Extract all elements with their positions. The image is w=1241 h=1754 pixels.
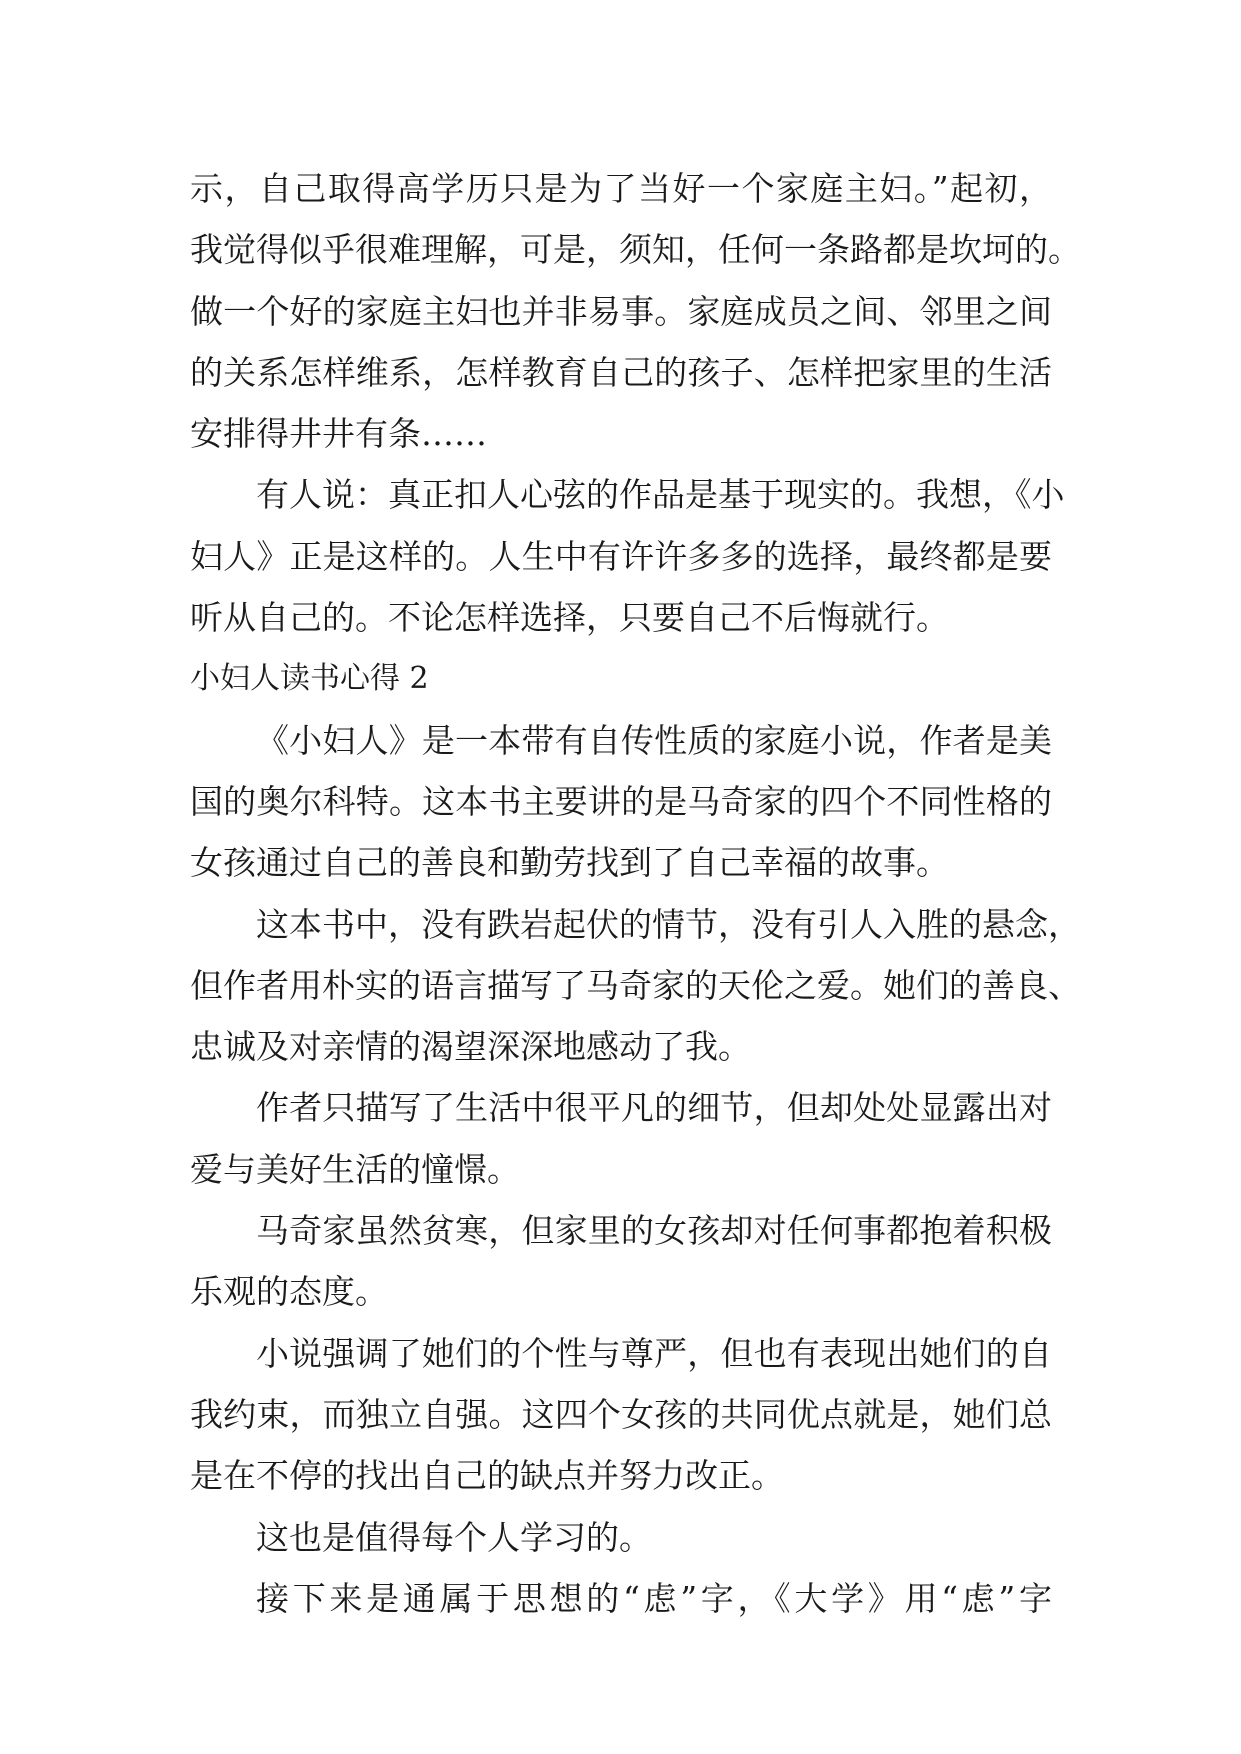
text-line: 国的奥尔科特。这本书主要讲的是马奇家的四个不同性格的: [190, 781, 1052, 821]
paragraph-first-line: 作者只描写了生活中很平凡的细节，但却处处显露出对: [256, 1088, 1052, 1128]
text-line: 的关系怎样维系，怎样教育自己的孩子、怎样把家里的生活: [190, 352, 1052, 392]
text-line: 做一个好的家庭主妇也并非易事。家庭成员之间、邻里之间: [190, 291, 1052, 331]
paragraph-first-line: 这本书中，没有跌岩起伏的情节，没有引人入胜的悬念，: [256, 904, 1081, 944]
text-line: 听从自己的。不论怎样选择，只要自己不后悔就行。: [190, 598, 949, 638]
document-body: [190, 158, 1081, 1629]
section-heading: 小妇人读书心得 2: [190, 661, 429, 697]
text-line: 妇人》正是这样的。人生中有许许多多的选择，最终都是要: [190, 536, 1052, 576]
text-line: 但作者用朴实的语言描写了马奇家的天伦之爱。她们的善良、: [190, 965, 1081, 1005]
paragraph-first-line: 《小妇人》是一本带有自传性质的家庭小说，作者是美: [256, 720, 1052, 760]
paragraph-first-line: 小说强调了她们的个性与尊严，但也有表现出她们的自: [256, 1333, 1052, 1373]
text-line: 我约束，而独立自强。这四个女孩的共同优点就是，她们总: [190, 1394, 1052, 1434]
text-line: 安排得井井有条……: [190, 414, 487, 454]
text-line: 我觉得似乎很难理解，可是，须知，任何一条路都是坎坷的。: [190, 230, 1081, 270]
paragraph-first-line: 马奇家虽然贫寒，但家里的女孩却对任何事都抱着积极: [256, 1211, 1052, 1251]
text-line: 示，自己取得高学历只是为了当好一个家庭主妇。”起初，: [190, 169, 1052, 208]
text-line: 是在不停的找出自己的缺点并努力改正。: [190, 1456, 784, 1496]
text-line: 乐观的态度。: [190, 1272, 388, 1312]
paragraph-first-line: 有人说：真正扣人心弦的作品是基于现实的。我想，《小: [256, 475, 1065, 515]
paragraph-first-line: 接下来是通属于思想的“虑”字，《大学》用“虑”字: [256, 1578, 1052, 1618]
text-line: 女孩通过自己的善良和勤劳找到了自己幸福的故事。: [190, 843, 949, 883]
paragraph-first-line: 这也是值得每个人学习的。: [256, 1517, 652, 1557]
text-line: 爱与美好生活的憧憬。: [190, 1149, 520, 1189]
text-line: 忠诚及对亲情的渴望深深地感动了我。: [190, 1027, 751, 1067]
